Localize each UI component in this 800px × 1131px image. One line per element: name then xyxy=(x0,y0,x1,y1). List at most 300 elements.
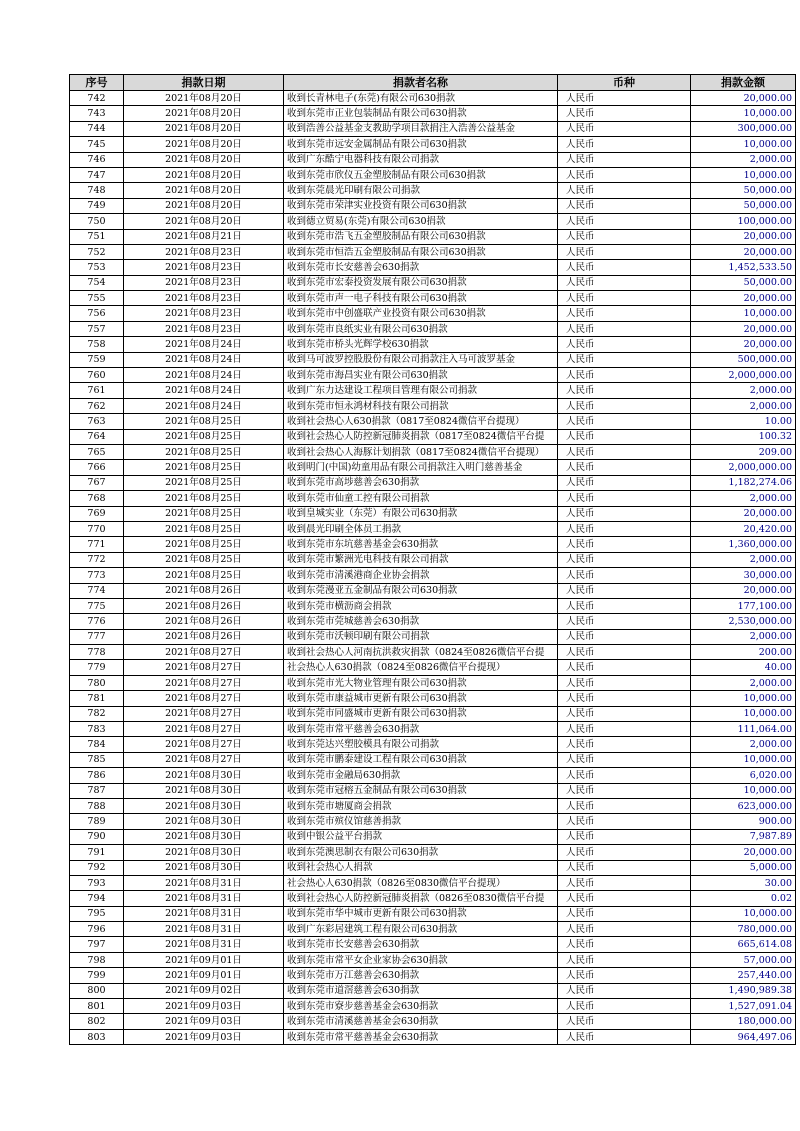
row-date: 2021年08月26日 xyxy=(124,583,284,598)
row-date: 2021年08月20日 xyxy=(124,183,284,198)
row-seq: 747 xyxy=(70,167,124,182)
table-row xyxy=(70,783,796,798)
table-row xyxy=(70,352,796,367)
row-seq: 751 xyxy=(70,229,124,244)
row-donor: 收到东莞市金融局630捐款 xyxy=(284,768,558,783)
row-seq: 761 xyxy=(70,383,124,398)
row-currency: 人民币 xyxy=(558,552,691,567)
table-row xyxy=(70,675,796,690)
row-seq: 785 xyxy=(70,752,124,767)
row-seq: 742 xyxy=(70,91,124,106)
row-amount: 50,000.00 xyxy=(691,183,796,198)
row-currency: 人民币 xyxy=(558,968,691,983)
row-seq: 802 xyxy=(70,1014,124,1029)
table-row xyxy=(70,198,796,213)
row-currency: 人民币 xyxy=(558,645,691,660)
row-date: 2021年09月01日 xyxy=(124,968,284,983)
row-donor: 收到晨光印刷全体员工捐款 xyxy=(284,521,558,536)
row-donor: 收到东莞市桥头光辉学校630捐款 xyxy=(284,337,558,352)
table-row xyxy=(70,106,796,121)
row-seq: 797 xyxy=(70,937,124,952)
row-amount: 0.02 xyxy=(691,891,796,906)
row-donor: 收到东莞市莞城慈善会630捐款 xyxy=(284,614,558,629)
row-donor: 收到东莞市塘厦商会捐款 xyxy=(284,798,558,813)
row-seq: 784 xyxy=(70,737,124,752)
row-date: 2021年08月31日 xyxy=(124,922,284,937)
table-row xyxy=(70,260,796,275)
table-row xyxy=(70,552,796,567)
row-amount: 100.32 xyxy=(691,429,796,444)
row-date: 2021年08月21日 xyxy=(124,229,284,244)
row-donor: 收到东莞市仙童工控有限公司捐款 xyxy=(284,491,558,506)
row-donor: 收到东莞晨光印刷有限公司捐款 xyxy=(284,183,558,198)
row-currency: 人民币 xyxy=(558,137,691,152)
row-seq: 800 xyxy=(70,983,124,998)
row-donor: 收到东莞达兴塑胶模具有限公司捐款 xyxy=(284,737,558,752)
row-donor: 收到东莞市常平女企业家协会630捐款 xyxy=(284,952,558,967)
row-seq: 773 xyxy=(70,568,124,583)
row-date: 2021年08月26日 xyxy=(124,614,284,629)
table-row xyxy=(70,460,796,475)
row-date: 2021年09月03日 xyxy=(124,999,284,1014)
row-date: 2021年08月23日 xyxy=(124,321,284,336)
row-amount: 665,614.08 xyxy=(691,937,796,952)
table-row xyxy=(70,568,796,583)
row-amount: 900.00 xyxy=(691,814,796,829)
row-currency: 人民币 xyxy=(558,629,691,644)
row-date: 2021年08月20日 xyxy=(124,106,284,121)
row-donor: 社会热心人630捐款（0826至0830微信平台提现） xyxy=(284,875,558,890)
row-amount: 2,000,000.00 xyxy=(691,460,796,475)
row-seq: 755 xyxy=(70,291,124,306)
row-date: 2021年08月23日 xyxy=(124,291,284,306)
row-amount: 10,000.00 xyxy=(691,906,796,921)
row-seq: 769 xyxy=(70,506,124,521)
row-donor: 收到中银公益平台捐款 xyxy=(284,829,558,844)
row-date: 2021年08月23日 xyxy=(124,275,284,290)
row-date: 2021年08月20日 xyxy=(124,214,284,229)
row-amount: 30.00 xyxy=(691,875,796,890)
row-date: 2021年09月01日 xyxy=(124,952,284,967)
row-donor: 收到东莞市宏泰投资发展有限公司630捐款 xyxy=(284,275,558,290)
row-currency: 人民币 xyxy=(558,952,691,967)
row-seq: 770 xyxy=(70,521,124,536)
row-currency: 人民币 xyxy=(558,937,691,952)
row-seq: 787 xyxy=(70,783,124,798)
row-currency: 人民币 xyxy=(558,922,691,937)
table-row xyxy=(70,214,796,229)
table-row xyxy=(70,521,796,536)
table-row xyxy=(70,444,796,459)
row-donor: 收到皇城实业（东莞）有限公司630捐款 xyxy=(284,506,558,521)
row-date: 2021年08月20日 xyxy=(124,137,284,152)
row-currency: 人民币 xyxy=(558,860,691,875)
row-currency: 人民币 xyxy=(558,768,691,783)
row-date: 2021年08月24日 xyxy=(124,337,284,352)
row-currency: 人民币 xyxy=(558,660,691,675)
row-currency: 人民币 xyxy=(558,368,691,383)
row-amount: 10,000.00 xyxy=(691,706,796,721)
row-amount: 6,020.00 xyxy=(691,768,796,783)
row-currency: 人民币 xyxy=(558,614,691,629)
row-date: 2021年08月24日 xyxy=(124,352,284,367)
row-currency: 人民币 xyxy=(558,491,691,506)
row-currency: 人民币 xyxy=(558,537,691,552)
row-currency: 人民币 xyxy=(558,798,691,813)
row-donor: 收到广东力达建设工程项目管理有限公司捐款 xyxy=(284,383,558,398)
row-currency: 人民币 xyxy=(558,91,691,106)
table-row xyxy=(70,368,796,383)
table-row xyxy=(70,167,796,182)
row-currency: 人民币 xyxy=(558,398,691,413)
row-currency: 人民币 xyxy=(558,752,691,767)
row-donor: 收到东莞市荣津实业投资有限公司630捐款 xyxy=(284,198,558,213)
row-seq: 778 xyxy=(70,645,124,660)
table-row xyxy=(70,814,796,829)
row-seq: 754 xyxy=(70,275,124,290)
row-seq: 777 xyxy=(70,629,124,644)
table-row xyxy=(70,244,796,259)
row-amount: 1,490,989.38 xyxy=(691,983,796,998)
row-currency: 人民币 xyxy=(558,983,691,998)
row-currency: 人民币 xyxy=(558,260,691,275)
row-currency: 人民币 xyxy=(558,691,691,706)
row-currency: 人民币 xyxy=(558,291,691,306)
table-row xyxy=(70,983,796,998)
row-date: 2021年08月31日 xyxy=(124,906,284,921)
table-row xyxy=(70,598,796,613)
row-donor: 收到东莞市华中城市更新有限公司630捐款 xyxy=(284,906,558,921)
table-row xyxy=(70,1029,796,1044)
row-currency: 人民币 xyxy=(558,598,691,613)
row-amount: 1,452,533.50 xyxy=(691,260,796,275)
row-amount: 10,000.00 xyxy=(691,137,796,152)
row-date: 2021年08月27日 xyxy=(124,645,284,660)
row-donor: 收到东莞市冠榕五金制品有限公司630捐款 xyxy=(284,783,558,798)
table-row xyxy=(70,891,796,906)
row-currency: 人民币 xyxy=(558,506,691,521)
row-currency: 人民币 xyxy=(558,583,691,598)
row-currency: 人民币 xyxy=(558,229,691,244)
header-donor: 捐款者名称 xyxy=(284,75,558,91)
row-date: 2021年08月24日 xyxy=(124,368,284,383)
row-seq: 756 xyxy=(70,306,124,321)
row-amount: 2,000.00 xyxy=(691,383,796,398)
row-amount: 623,000.00 xyxy=(691,798,796,813)
row-amount: 10.00 xyxy=(691,414,796,429)
row-donor: 收到东莞市光大物业管理有限公司630捐款 xyxy=(284,675,558,690)
row-amount: 300,000.00 xyxy=(691,121,796,136)
row-amount: 20,420.00 xyxy=(691,521,796,536)
row-seq: 793 xyxy=(70,875,124,890)
table-row xyxy=(70,706,796,721)
table-row xyxy=(70,429,796,444)
row-date: 2021年08月25日 xyxy=(124,537,284,552)
row-amount: 2,000.00 xyxy=(691,675,796,690)
row-amount: 1,182,274.06 xyxy=(691,475,796,490)
row-seq: 743 xyxy=(70,106,124,121)
row-currency: 人民币 xyxy=(558,783,691,798)
row-donor: 收到东莞市繁洲光电科技有限公司捐款 xyxy=(284,552,558,567)
row-date: 2021年08月27日 xyxy=(124,675,284,690)
row-date: 2021年08月24日 xyxy=(124,383,284,398)
table-body xyxy=(70,91,796,1045)
row-date: 2021年08月25日 xyxy=(124,568,284,583)
table-row xyxy=(70,506,796,521)
row-currency: 人民币 xyxy=(558,383,691,398)
row-seq: 758 xyxy=(70,337,124,352)
row-amount: 200.00 xyxy=(691,645,796,660)
row-donor: 收到马可波罗控股股份有限公司捐款注入马可波罗基金 xyxy=(284,352,558,367)
table-row xyxy=(70,137,796,152)
row-donor: 收到明门(中国)幼童用品有限公司捐款注入明门慈善基金 xyxy=(284,460,558,475)
row-donor: 收到东莞市横沥商会捐款 xyxy=(284,598,558,613)
row-currency: 人民币 xyxy=(558,460,691,475)
table-row xyxy=(70,752,796,767)
table-row xyxy=(70,845,796,860)
header-seq: 序号 xyxy=(70,75,124,91)
row-donor: 收到东莞澳思制衣有限公司630捐款 xyxy=(284,845,558,860)
table-row xyxy=(70,645,796,660)
row-amount: 1,527,091.04 xyxy=(691,999,796,1014)
table-row xyxy=(70,383,796,398)
row-donor: 收到东莞市恒浩五金塑胶制品有限公司630捐款 xyxy=(284,244,558,259)
row-date: 2021年08月26日 xyxy=(124,598,284,613)
row-date: 2021年08月30日 xyxy=(124,783,284,798)
donation-table xyxy=(69,74,796,1045)
row-amount: 20,000.00 xyxy=(691,583,796,598)
row-seq: 794 xyxy=(70,891,124,906)
row-donor: 收到社会热心人防控新冠肺炎捐款（0817至0824微信平台提 xyxy=(284,429,558,444)
table-row xyxy=(70,922,796,937)
table-row xyxy=(70,860,796,875)
row-amount: 209.00 xyxy=(691,444,796,459)
row-amount: 2,530,000.00 xyxy=(691,614,796,629)
row-seq: 780 xyxy=(70,675,124,690)
row-amount: 20,000.00 xyxy=(691,337,796,352)
row-seq: 789 xyxy=(70,814,124,829)
table-row xyxy=(70,321,796,336)
table-row xyxy=(70,583,796,598)
row-seq: 803 xyxy=(70,1029,124,1044)
row-amount: 20,000.00 xyxy=(691,845,796,860)
row-seq: 795 xyxy=(70,906,124,921)
row-currency: 人民币 xyxy=(558,275,691,290)
row-amount: 780,000.00 xyxy=(691,922,796,937)
row-amount: 7,987.89 xyxy=(691,829,796,844)
row-amount: 40.00 xyxy=(691,660,796,675)
row-date: 2021年08月27日 xyxy=(124,737,284,752)
row-seq: 801 xyxy=(70,999,124,1014)
row-currency: 人民币 xyxy=(558,891,691,906)
row-currency: 人民币 xyxy=(558,167,691,182)
row-date: 2021年08月25日 xyxy=(124,475,284,490)
row-seq: 744 xyxy=(70,121,124,136)
header-currency: 币种 xyxy=(558,75,691,91)
row-date: 2021年08月30日 xyxy=(124,860,284,875)
row-seq: 775 xyxy=(70,598,124,613)
row-donor: 收到东莞市海昌实业有限公司630捐款 xyxy=(284,368,558,383)
row-amount: 2,000.00 xyxy=(691,629,796,644)
row-seq: 764 xyxy=(70,429,124,444)
table-row xyxy=(70,629,796,644)
row-date: 2021年08月31日 xyxy=(124,937,284,952)
row-donor: 收到东莞市声一电子科技有限公司630捐款 xyxy=(284,291,558,306)
row-amount: 257,440.00 xyxy=(691,968,796,983)
row-date: 2021年08月25日 xyxy=(124,521,284,536)
row-amount: 50,000.00 xyxy=(691,198,796,213)
row-seq: 763 xyxy=(70,414,124,429)
row-donor: 收到东莞市长安慈善会630捐款 xyxy=(284,260,558,275)
row-amount: 10,000.00 xyxy=(691,691,796,706)
row-seq: 796 xyxy=(70,922,124,937)
row-donor: 收到社会热心人捐款 xyxy=(284,860,558,875)
header-row xyxy=(70,75,796,91)
table-row xyxy=(70,229,796,244)
table-row xyxy=(70,337,796,352)
row-date: 2021年08月30日 xyxy=(124,814,284,829)
row-date: 2021年08月27日 xyxy=(124,722,284,737)
row-seq: 759 xyxy=(70,352,124,367)
table-row xyxy=(70,275,796,290)
header-amount: 捐款金额 xyxy=(691,75,796,91)
table-row xyxy=(70,999,796,1014)
row-currency: 人民币 xyxy=(558,337,691,352)
row-amount: 57,000.00 xyxy=(691,952,796,967)
row-donor: 收到德立贸易(东莞)有限公司630捐款 xyxy=(284,214,558,229)
row-currency: 人民币 xyxy=(558,1014,691,1029)
row-date: 2021年08月27日 xyxy=(124,691,284,706)
table-row xyxy=(70,614,796,629)
table-row xyxy=(70,306,796,321)
row-amount: 2,000.00 xyxy=(691,152,796,167)
row-amount: 10,000.00 xyxy=(691,783,796,798)
row-currency: 人民币 xyxy=(558,214,691,229)
row-donor: 收到东莞市沃顿印刷有限公司捐款 xyxy=(284,629,558,644)
table-row xyxy=(70,121,796,136)
row-amount: 180,000.00 xyxy=(691,1014,796,1029)
row-amount: 2,000,000.00 xyxy=(691,368,796,383)
header-date: 捐款日期 xyxy=(124,75,284,91)
row-donor: 收到东莞市鹏泰建设工程有限公司630捐款 xyxy=(284,752,558,767)
row-amount: 50,000.00 xyxy=(691,275,796,290)
table-row xyxy=(70,1014,796,1029)
row-donor: 收到东莞市浩飞五金塑胶制品有限公司630捐款 xyxy=(284,229,558,244)
row-seq: 792 xyxy=(70,860,124,875)
row-currency: 人民币 xyxy=(558,999,691,1014)
row-date: 2021年08月25日 xyxy=(124,506,284,521)
row-currency: 人民币 xyxy=(558,737,691,752)
table-row xyxy=(70,291,796,306)
row-amount: 964,497.06 xyxy=(691,1029,796,1044)
row-donor: 收到东莞市常平慈善会630捐款 xyxy=(284,722,558,737)
row-donor: 收到社会热心人防控新冠肺炎捐款（0826至0830微信平台提 xyxy=(284,891,558,906)
row-seq: 782 xyxy=(70,706,124,721)
row-currency: 人民币 xyxy=(558,121,691,136)
table-row xyxy=(70,91,796,106)
row-seq: 746 xyxy=(70,152,124,167)
row-date: 2021年09月03日 xyxy=(124,1029,284,1044)
row-amount: 10,000.00 xyxy=(691,167,796,182)
row-date: 2021年08月24日 xyxy=(124,398,284,413)
table-row xyxy=(70,491,796,506)
row-currency: 人民币 xyxy=(558,444,691,459)
row-currency: 人民币 xyxy=(558,321,691,336)
row-currency: 人民币 xyxy=(558,722,691,737)
row-donor: 收到东莞市良纸实业有限公司630捐款 xyxy=(284,321,558,336)
row-currency: 人民币 xyxy=(558,568,691,583)
row-donor: 收到广东酷宁电器科技有限公司捐款 xyxy=(284,152,558,167)
row-currency: 人民币 xyxy=(558,198,691,213)
row-seq: 791 xyxy=(70,845,124,860)
row-seq: 750 xyxy=(70,214,124,229)
row-currency: 人民币 xyxy=(558,106,691,121)
row-currency: 人民币 xyxy=(558,845,691,860)
table-row xyxy=(70,414,796,429)
row-donor: 收到东莞市长安慈善会630捐款 xyxy=(284,937,558,952)
table-row xyxy=(70,768,796,783)
row-donor: 收到长青林电子(东莞)有限公司630捐款 xyxy=(284,91,558,106)
table-row xyxy=(70,475,796,490)
row-date: 2021年09月02日 xyxy=(124,983,284,998)
row-date: 2021年08月27日 xyxy=(124,752,284,767)
row-date: 2021年08月27日 xyxy=(124,660,284,675)
row-donor: 收到东莞市恒永鸿材科技有限公司捐款 xyxy=(284,398,558,413)
row-date: 2021年08月25日 xyxy=(124,444,284,459)
row-date: 2021年08月23日 xyxy=(124,260,284,275)
row-date: 2021年08月30日 xyxy=(124,829,284,844)
row-currency: 人民币 xyxy=(558,706,691,721)
row-amount: 30,000.00 xyxy=(691,568,796,583)
row-date: 2021年08月30日 xyxy=(124,845,284,860)
row-date: 2021年08月23日 xyxy=(124,306,284,321)
row-seq: 798 xyxy=(70,952,124,967)
row-date: 2021年08月25日 xyxy=(124,491,284,506)
row-seq: 786 xyxy=(70,768,124,783)
row-seq: 767 xyxy=(70,475,124,490)
row-seq: 748 xyxy=(70,183,124,198)
row-amount: 20,000.00 xyxy=(691,291,796,306)
row-amount: 2,000.00 xyxy=(691,552,796,567)
row-seq: 774 xyxy=(70,583,124,598)
table-row xyxy=(70,537,796,552)
row-donor: 收到东莞市万江慈善会630捐款 xyxy=(284,968,558,983)
row-date: 2021年08月20日 xyxy=(124,152,284,167)
row-donor: 收到社会热心人海豚计划捐款（0817至0824微信平台提现） xyxy=(284,444,558,459)
row-seq: 790 xyxy=(70,829,124,844)
row-amount: 2,000.00 xyxy=(691,491,796,506)
row-amount: 20,000.00 xyxy=(691,244,796,259)
row-seq: 762 xyxy=(70,398,124,413)
row-currency: 人民币 xyxy=(558,352,691,367)
row-donor: 收到东莞漫亚五金制品有限公司630捐款 xyxy=(284,583,558,598)
row-donor: 收到广东彩居建筑工程有限公司630捐款 xyxy=(284,922,558,937)
row-seq: 753 xyxy=(70,260,124,275)
row-amount: 1,360,000.00 xyxy=(691,537,796,552)
row-seq: 745 xyxy=(70,137,124,152)
table-row xyxy=(70,906,796,921)
row-donor: 收到浩善公益基金支教助学项目款捐注入浩善公益基金 xyxy=(284,121,558,136)
row-currency: 人民币 xyxy=(558,1029,691,1044)
row-seq: 779 xyxy=(70,660,124,675)
row-seq: 772 xyxy=(70,552,124,567)
row-seq: 752 xyxy=(70,244,124,259)
row-amount: 10,000.00 xyxy=(691,106,796,121)
row-date: 2021年08月25日 xyxy=(124,429,284,444)
row-donor: 收到东莞市同盛城市更新有限公司630捐款 xyxy=(284,706,558,721)
row-donor: 收到东莞市殡仪馆慈善捐款 xyxy=(284,814,558,829)
row-donor: 收到东莞市康益城市更新有限公司630捐款 xyxy=(284,691,558,706)
